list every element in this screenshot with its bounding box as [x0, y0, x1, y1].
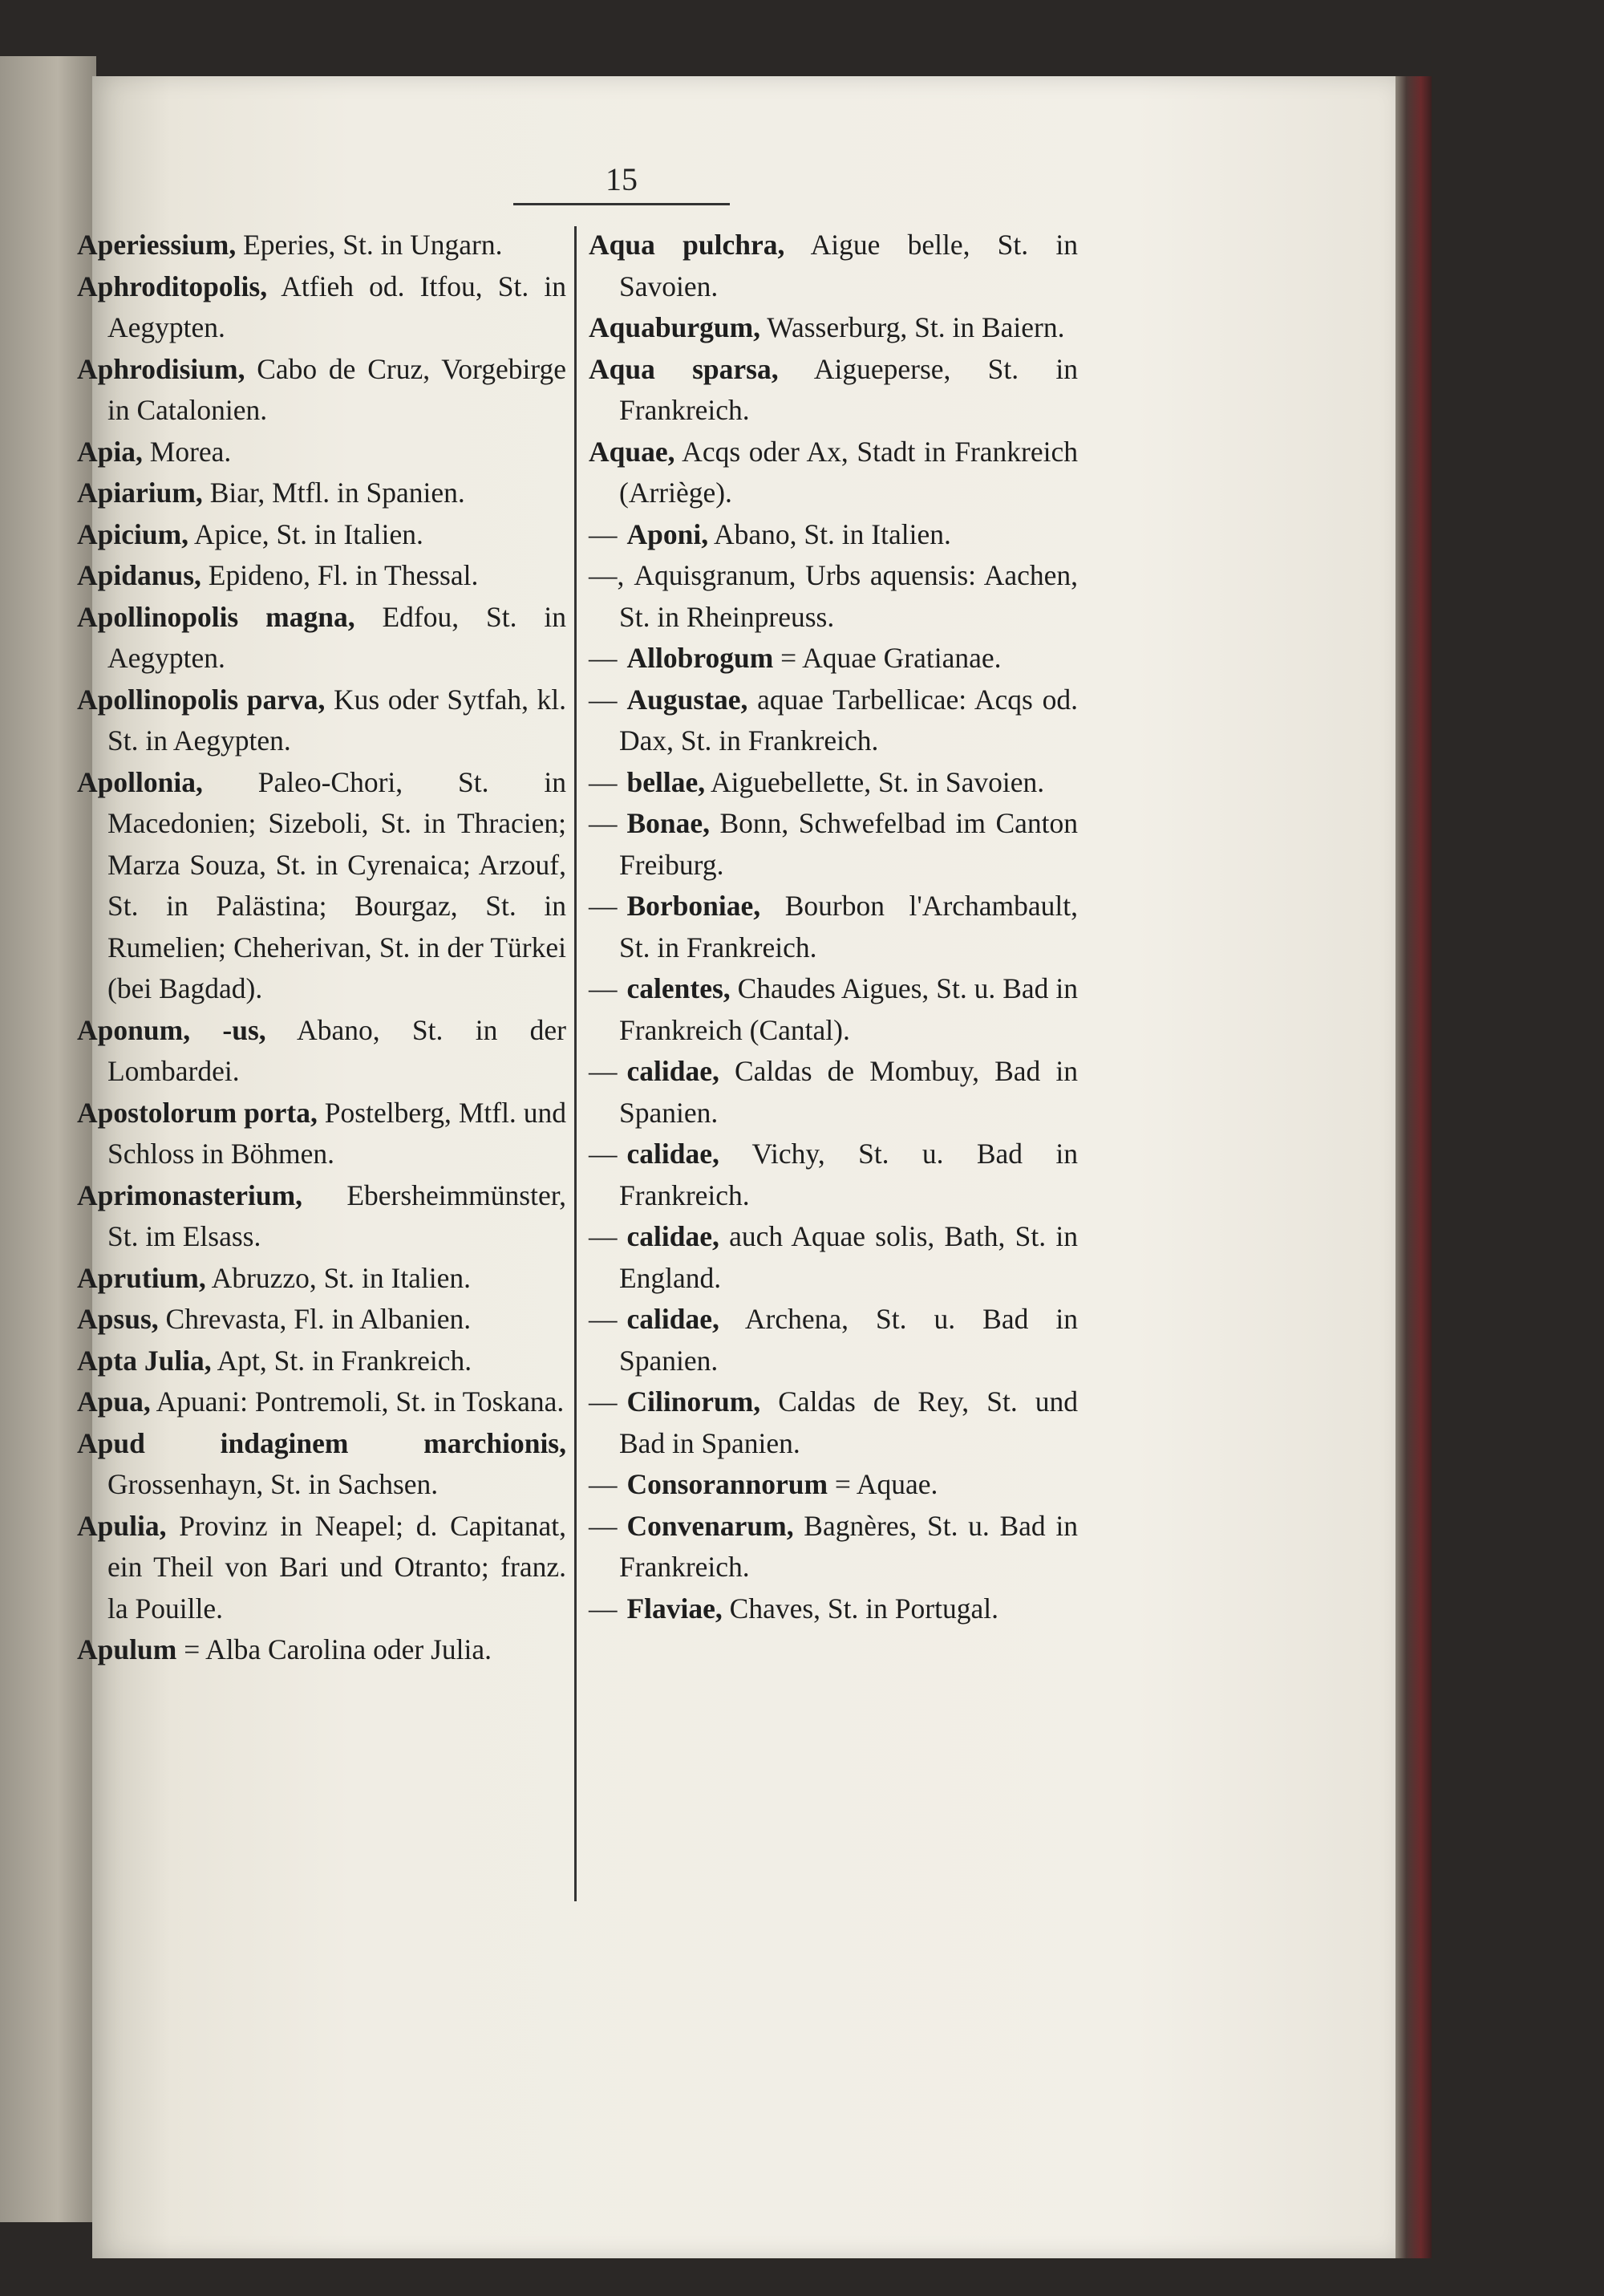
entry-definition: Apice, St. in Italien. [188, 517, 423, 550]
entry-definition: Bourbon l'Archambault, St. in Frankreich. [619, 890, 1078, 963]
entry-definition: Apt, St. in Frankreich. [211, 1344, 472, 1377]
dictionary-entry [589, 803, 1078, 886]
dictionary-entry [589, 968, 1078, 1051]
dictionary-entry [77, 432, 566, 473]
entry-headword: Aqua sparsa, [589, 352, 779, 385]
entry-headword: calidae, [626, 1138, 719, 1170]
entry-definition: Atfieh od. Itfou, St. in Aegypten. [107, 270, 566, 343]
dictionary-entry [589, 1134, 1078, 1216]
dictionary-entry [77, 1629, 566, 1671]
ditto-dash: — [589, 1509, 618, 1542]
entry-headword: Convenarum, [626, 1509, 794, 1542]
entry-definition: Aigue belle, St. in Savoien. [619, 229, 1079, 302]
ditto-dash: — [589, 642, 618, 674]
ditto-dash: — [589, 1592, 618, 1625]
entry-headword: Bonae, [626, 807, 711, 839]
header-rule [513, 203, 730, 205]
entry-definition: Abano, St. in Italien. [708, 517, 951, 550]
ditto-dash: — [589, 517, 618, 550]
right-column [589, 225, 1078, 1629]
page-number: 15 [606, 161, 638, 197]
ditto-dash: — [589, 1468, 618, 1500]
ditto-dash: — [589, 1138, 618, 1170]
dictionary-entry [589, 1216, 1078, 1299]
entry-definition: = Aquae. [828, 1468, 938, 1500]
dictionary-entry [77, 1010, 566, 1093]
entry-headword: Apua, [77, 1385, 151, 1418]
entry-headword: Allobrogum [626, 642, 774, 674]
dictionary-entry [77, 597, 566, 679]
entry-definition: Abano, St. in der Lombardei. [107, 1013, 567, 1087]
dictionary-entry [77, 555, 566, 597]
entry-headword: Apostolorum porta, [77, 1096, 318, 1129]
dictionary-entry [589, 432, 1078, 514]
entry-headword: Borboniae, [626, 890, 761, 922]
column-divider [574, 226, 577, 1901]
entry-definition: Bagnères, St. u. Bad in Frankreich. [619, 1509, 1078, 1583]
entry-headword: Flaviae, [626, 1592, 723, 1625]
entry-definition: Provinz in Neapel; d. Capitanat, ein Theil von Bari und Otranto; franz. la Pouille. [107, 1509, 566, 1625]
entry-headword: Apiarium, [77, 477, 203, 509]
entry-headword: Aquaburgum, [589, 311, 761, 343]
dictionary-entry [589, 349, 1078, 432]
entry-headword: Aperiessium, [77, 229, 237, 261]
dictionary-entry [589, 555, 1078, 638]
entry-definition: Chrevasta, Fl. in Albanien. [158, 1303, 472, 1335]
entry-headword: bellae, [626, 765, 706, 798]
dictionary-entry [77, 1506, 566, 1630]
ditto-dash: — [589, 683, 618, 716]
ditto-dash: — [589, 890, 618, 922]
entry-headword: Aphroditopolis, [77, 270, 268, 302]
dictionary-entry [77, 1093, 566, 1175]
entry-definition: Ebersheimmünster, St. im Elsass. [107, 1178, 566, 1252]
entry-headword: Aponum, -us, [77, 1013, 266, 1046]
entry-definition: Epideno, Fl. in Thessal. [200, 559, 479, 591]
entry-definition: Caldas de Rey, St. und Bad in Spanien. [619, 1385, 1078, 1459]
entry-headword: Aphrodisium, [77, 352, 245, 385]
entry-headword: Apulia, [77, 1509, 167, 1542]
entry-headword: calidae, [626, 1303, 719, 1335]
entry-definition: Apuani: Pontremoli, St. in Toskana. [150, 1385, 565, 1418]
ditto-dash: — [589, 1055, 618, 1087]
dictionary-entry [77, 514, 566, 556]
ditto-dash: —, [589, 559, 625, 591]
dictionary-entry [589, 225, 1078, 307]
dictionary-entry [77, 1423, 566, 1506]
entry-headword: Apollinopolis magna, [77, 600, 355, 633]
dictionary-entry [589, 638, 1078, 679]
ditto-dash: — [589, 1385, 618, 1418]
dictionary-entry [589, 1588, 1078, 1630]
entry-definition: Paleo-Chori, St. in Macedonien; Sizeboli, St. in Thracien; Marza Souza, St. in Cyrenaica; Arzouf, St. in Palästina; Bourgaz, St. in Rumelien; Cheherivan, St. in der Türkei (bei Bagdad). [107, 765, 566, 1004]
dictionary-entry [589, 1464, 1078, 1506]
dictionary-entry [589, 1506, 1078, 1588]
dictionary-entry [589, 1299, 1078, 1381]
entry-definition: Archena, St. u. Bad in Spanien. [619, 1303, 1078, 1377]
entry-headword: Apud indaginem marchionis, [77, 1426, 566, 1459]
entry-definition: auch Aquae solis, Bath, St. in England. [619, 1220, 1078, 1294]
ditto-dash: — [589, 972, 618, 1004]
entry-headword: Apulum [77, 1633, 177, 1665]
entry-headword: Apia, [77, 435, 143, 468]
entry-definition: Eperies, St. in Ungarn. [236, 229, 503, 261]
dictionary-entry [77, 1299, 566, 1341]
entry-headword: Apsus, [77, 1303, 159, 1335]
ditto-dash: — [589, 1220, 618, 1252]
dictionary-entry [589, 886, 1078, 968]
entry-headword: calentes, [626, 972, 731, 1004]
entry-definition: Acqs oder Ax, Stadt in Frankreich (Arriège). [619, 435, 1078, 509]
dictionary-entry [589, 307, 1078, 349]
entry-definition: aquae Tarbellicae: Acqs od. Dax, St. in Frankreich. [619, 683, 1078, 757]
entry-definition: = Alba Carolina oder Julia. [176, 1633, 492, 1665]
entry-definition: Cabo de Cruz, Vorgebirge in Catalonien. [107, 352, 566, 426]
entry-headword: Apicium, [77, 517, 189, 550]
dictionary-entry [589, 762, 1078, 804]
entry-headword: Apollinopolis parva, [77, 683, 326, 716]
entry-definition: Wasserburg, St. in Baiern. [760, 311, 1065, 343]
entry-headword: Aponi, [626, 517, 709, 550]
entry-headword: Consorannorum [626, 1468, 828, 1500]
ditto-dash: — [589, 765, 618, 798]
dictionary-entry [589, 514, 1078, 556]
entry-definition: Morea. [142, 435, 232, 468]
entry-definition: Chaves, St. in Portugal. [722, 1592, 998, 1625]
entry-definition: Grossenhayn, St. in Sachsen. [107, 1468, 439, 1500]
dictionary-entry [589, 1051, 1078, 1134]
entry-headword: calidae, [626, 1055, 719, 1087]
entry-definition: Abruzzo, St. in Italien. [205, 1261, 472, 1294]
dictionary-entry [589, 679, 1078, 762]
dictionary-entry [77, 1341, 566, 1382]
entry-definition: Aiguebellette, St. in Savoien. [705, 765, 1045, 798]
entry-definition: Aquisgranum, Urbs aquensis: Aachen, St. in Rheinpreuss. [619, 559, 1078, 633]
dictionary-entry [77, 266, 566, 349]
entry-headword: Aqua pulchra, [589, 229, 785, 261]
entry-definition: Biar, Mtfl. in Spanien. [202, 477, 465, 509]
entry-headword: Cilinorum, [626, 1385, 761, 1418]
entry-definition: = Aquae Gratianae. [773, 642, 1002, 674]
dictionary-entry [77, 1175, 566, 1258]
entry-headword: Augustae, [626, 683, 748, 716]
dictionary-entry [77, 349, 566, 432]
entry-definition: Vichy, St. u. Bad in Frankreich. [619, 1138, 1078, 1211]
entry-definition: Kus oder Sytfah, kl. St. in Aegypten. [107, 683, 566, 757]
entry-definition: Edfou, St. in Aegypten. [107, 600, 566, 674]
ditto-dash: — [589, 807, 618, 839]
entry-definition: Postelberg, Mtfl. und Schloss in Böhmen. [107, 1096, 566, 1170]
dictionary-entry [589, 1381, 1078, 1464]
dictionary-entry [77, 225, 566, 266]
dictionary-entry [77, 679, 566, 762]
entry-definition: Chaudes Aigues, St. u. Bad in Frankreich (Cantal). [619, 972, 1078, 1046]
left-column [77, 225, 566, 1671]
dictionary-entry [77, 1258, 566, 1300]
entry-definition: Caldas de Mombuy, Bad in Spanien. [619, 1055, 1078, 1129]
entry-definition: Bonn, Schwefelbad im Canton Freiburg. [619, 807, 1078, 881]
ditto-dash: — [589, 1303, 618, 1335]
entry-headword: Aprutium, [77, 1261, 206, 1294]
entry-headword: Apta Julia, [77, 1344, 212, 1377]
dictionary-entry [77, 762, 566, 1010]
entry-headword: Aquae, [589, 435, 675, 468]
entry-definition: Aigueperse, St. in Frankreich. [619, 352, 1078, 426]
entry-headword: Aprimonasterium, [77, 1178, 303, 1211]
entry-headword: Apidanus, [77, 559, 201, 591]
dictionary-entry [77, 1381, 566, 1423]
book-cover-edge [1395, 76, 1432, 2258]
entry-headword: calidae, [626, 1220, 719, 1252]
entry-headword: Apollonia, [77, 765, 203, 798]
dictionary-entry [77, 473, 566, 514]
